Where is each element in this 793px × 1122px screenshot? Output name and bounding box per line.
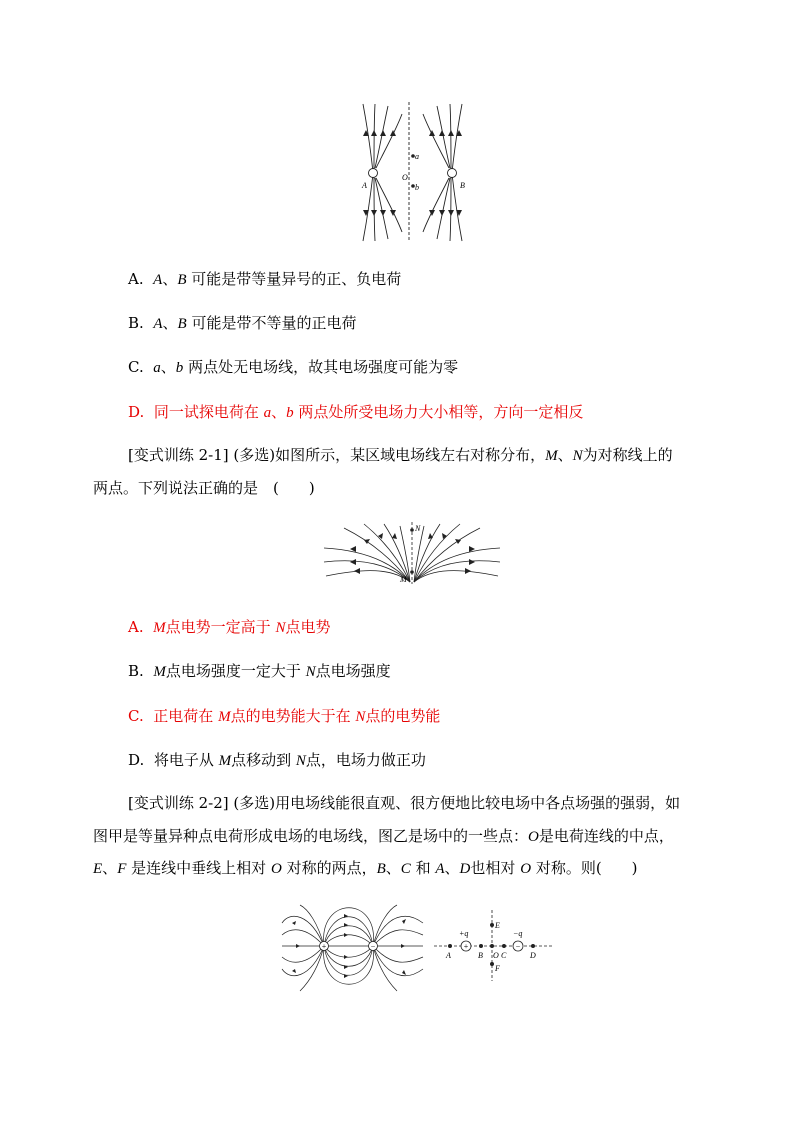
label-a: a [415, 152, 419, 161]
figure-dipole-field [280, 903, 425, 993]
label-f: F [495, 964, 500, 973]
q1-option-b: B. A、B 可能是带不等量的正电荷 [128, 314, 357, 332]
figure-points-diagram [432, 908, 554, 983]
label-e: E [495, 921, 500, 930]
label-minus-q: −q [513, 929, 523, 938]
q1-option-a: A. A、B 可能是带等量异号的正、负电荷 [128, 270, 402, 288]
left-plus-sign: + [321, 942, 327, 951]
label-b: b [415, 183, 419, 192]
figure-field-lines-mn [320, 520, 505, 585]
figure-field-lines-ab [360, 100, 470, 245]
q3-stem-line2: 图甲是等量异种点电荷形成电场的电场线，图乙是场中的一些点：O是电荷连线的中点， [93, 827, 674, 845]
plus-charge-sign: + [463, 942, 469, 951]
q1-option-c: C. a、b 两点处无电场线，故其电场强度可能为零 [128, 358, 459, 376]
label-plus-q: +q [459, 929, 469, 938]
q2-option-a: A. M点电势一定高于 N点电势 [128, 618, 331, 636]
label-point-o: O [493, 951, 499, 960]
q3-stem-line3: E、F 是连线中垂线上相对 O 对称的两点，B、C 和 A、D也相对 O 对称。则( ) [93, 859, 638, 877]
label-o: O [402, 173, 408, 182]
left-minus-sign: − [370, 942, 376, 951]
q2-option-d: D. 将电子从 M点移动到 N点，电场力做正功 [128, 751, 426, 769]
q2-option-c: C. 正电荷在 M点的电势能大于在 N点的电势能 [128, 707, 441, 725]
minus-charge-sign: − [515, 942, 521, 951]
label-n: N [415, 524, 421, 533]
label-charge-a: A [362, 181, 367, 190]
q2-option-b: B. M点电场强度一定大于 N点电场强度 [128, 662, 391, 680]
label-charge-b: B [460, 181, 465, 190]
q1-option-d: D. 同一试探电荷在 a、b 两点处所受电场力大小相等，方向一定相反 [128, 403, 584, 421]
label-point-a: A [446, 951, 451, 960]
label-point-b: B [478, 951, 483, 960]
q3-stem-line1: [变式训练 2-2] (多选)用电场线能很直观、很方便地比较电场中各点场强的强弱，如 [128, 794, 681, 812]
label-point-d: D [530, 951, 536, 960]
q2-stem-line1: [变式训练 2-1] (多选)如图所示，某区域电场线左右对称分布，M、N为对称线上的 [128, 446, 673, 464]
label-m: M [400, 575, 407, 584]
label-point-c: C [501, 951, 507, 960]
q2-stem-line2: 两点。下列说法正确的是 ( ) [93, 479, 315, 497]
